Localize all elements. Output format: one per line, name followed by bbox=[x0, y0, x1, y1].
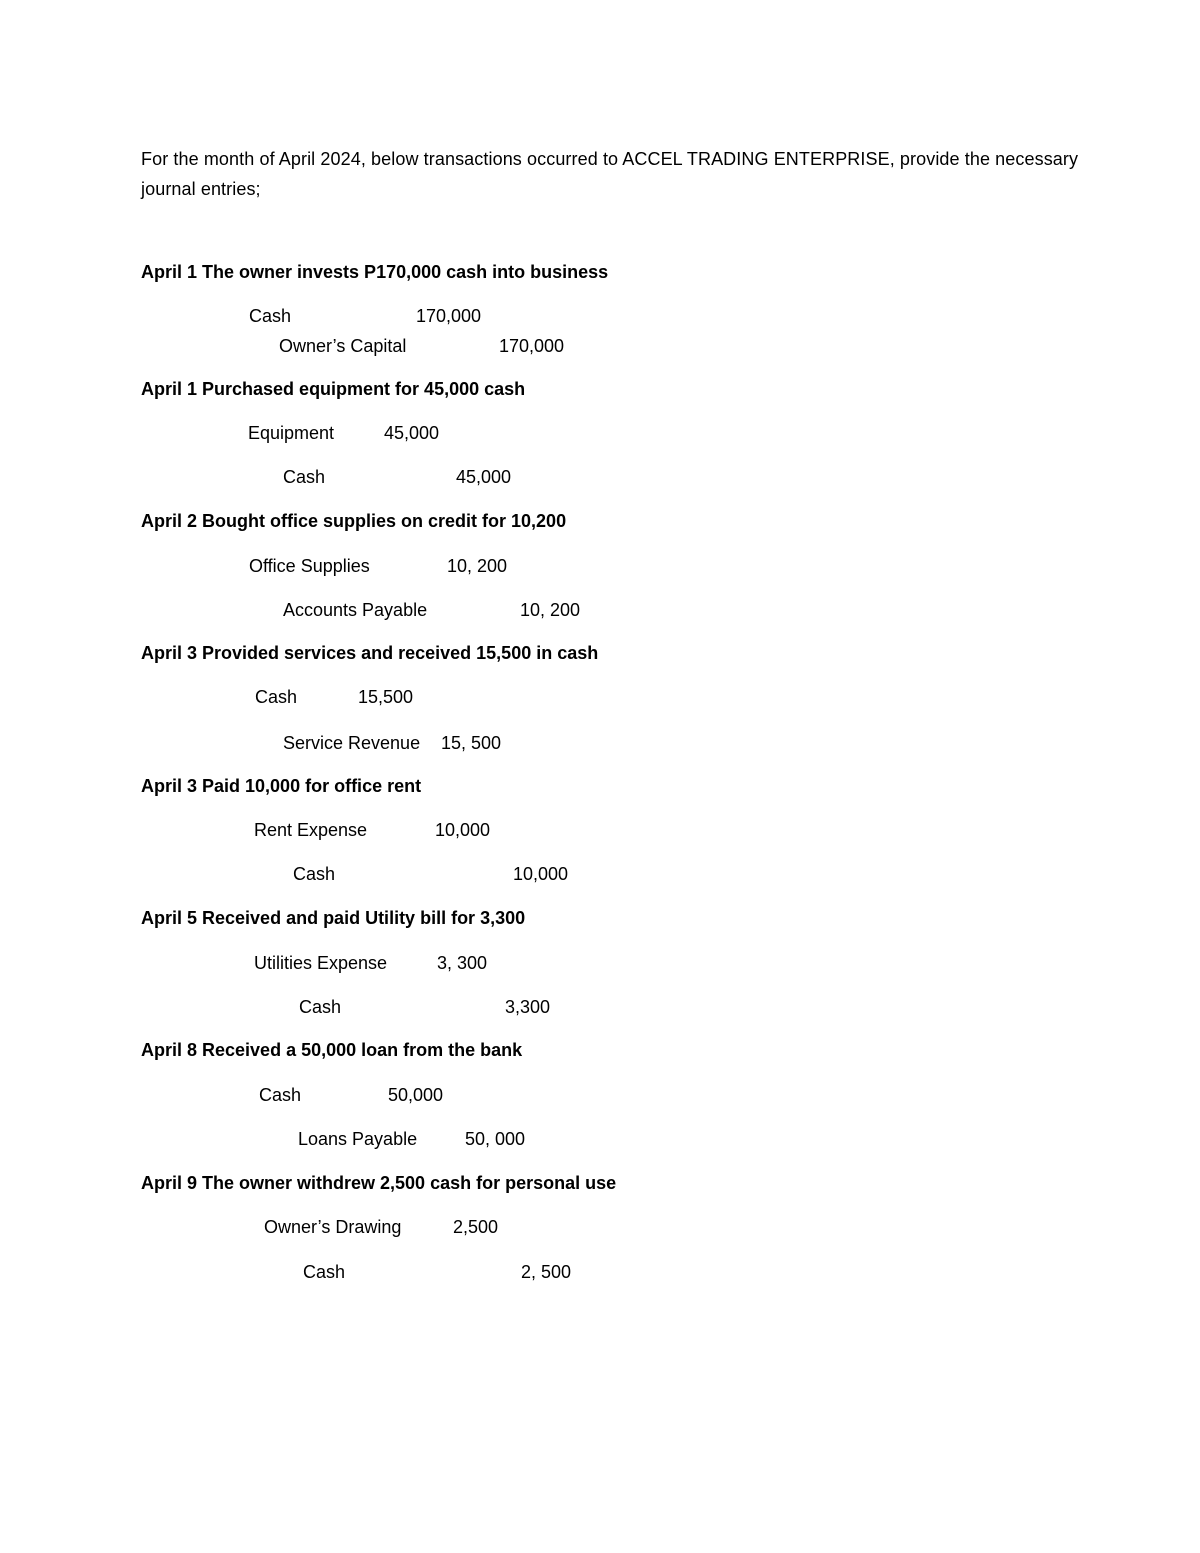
debit-account: Equipment bbox=[248, 423, 335, 443]
credit-account: Cash bbox=[299, 997, 342, 1017]
credit-amount: 3,300 bbox=[505, 997, 551, 1017]
credit-amount: 50, 000 bbox=[465, 1129, 526, 1149]
entry-heading: April 8 Received a 50,000 loan from the bank bbox=[141, 1040, 523, 1060]
debit-amount: 170,000 bbox=[416, 306, 482, 326]
debit-account: Office Supplies bbox=[249, 556, 370, 576]
debit-amount: 2,500 bbox=[453, 1217, 499, 1237]
entry-heading: April 3 Paid 10,000 for office rent bbox=[141, 776, 422, 796]
credit-account: Cash bbox=[293, 864, 336, 884]
intro-paragraph: For the month of April 2024, below transactions occurred to ACCEL TRADING ENTERPRISE, provide the necessary journal entries; bbox=[141, 149, 1079, 199]
credit-account: Owner’s Capital bbox=[279, 336, 407, 356]
entry-heading: April 2 Bought office supplies on credit for 10,200 bbox=[141, 511, 567, 531]
credit-amount: 10,000 bbox=[513, 864, 569, 884]
debit-amount: 45,000 bbox=[384, 423, 440, 443]
credit-amount: 2, 500 bbox=[521, 1262, 572, 1282]
debit-amount: 10,000 bbox=[435, 820, 491, 840]
credit-amount: 45,000 bbox=[456, 467, 512, 487]
debit-account: Rent Expense bbox=[254, 820, 368, 840]
credit-account: Cash bbox=[303, 1262, 346, 1282]
entry-heading: April 1 The owner invests P170,000 cash into business bbox=[141, 262, 609, 282]
credit-account: Loans Payable bbox=[298, 1129, 418, 1149]
entry-heading: April 1 Purchased equipment for 45,000 cash bbox=[141, 379, 526, 399]
debit-account: Cash bbox=[259, 1085, 302, 1105]
credit-amount: 170,000 bbox=[499, 336, 565, 356]
credit-account: Accounts Payable bbox=[283, 600, 428, 620]
credit-account: Service Revenue bbox=[283, 733, 421, 753]
credit-account: Cash bbox=[283, 467, 326, 487]
debit-amount: 10, 200 bbox=[447, 556, 508, 576]
debit-account: Utilities Expense bbox=[254, 953, 388, 973]
credit-amount: 15, 500 bbox=[441, 733, 502, 753]
debit-amount: 3, 300 bbox=[437, 953, 488, 973]
debit-account: Cash bbox=[249, 306, 292, 326]
debit-amount: 50,000 bbox=[388, 1085, 444, 1105]
debit-account: Owner’s Drawing bbox=[264, 1217, 402, 1237]
debit-account: Cash bbox=[255, 687, 298, 707]
credit-amount: 10, 200 bbox=[520, 600, 581, 620]
entry-heading: April 5 Received and paid Utility bill for 3,300 bbox=[141, 908, 526, 928]
debit-amount: 15,500 bbox=[358, 687, 414, 707]
entry-heading: April 3 Provided services and received 15,500 in cash bbox=[141, 643, 599, 663]
entry-heading: April 9 The owner withdrew 2,500 cash for personal use bbox=[141, 1173, 617, 1193]
